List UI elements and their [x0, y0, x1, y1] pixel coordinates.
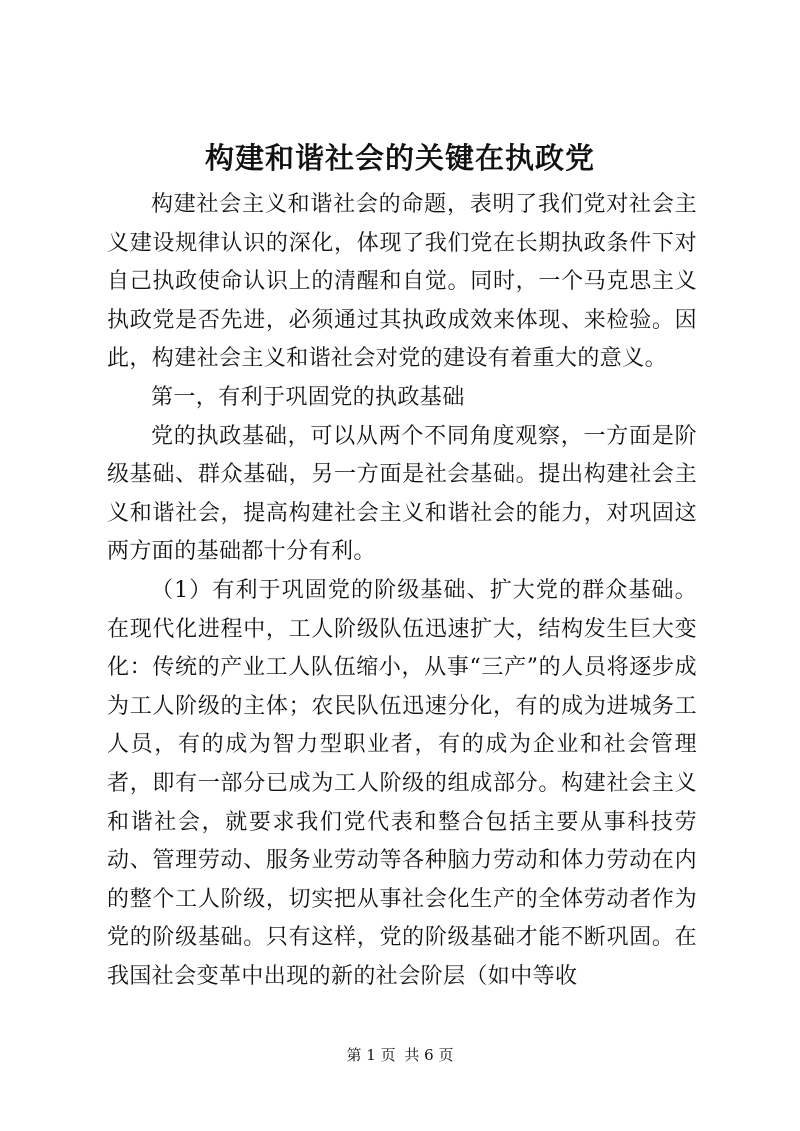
paragraph-class-foundation: （1）有利于巩固党的阶级基础、扩大党的群众基础。在现代化进程中，工人阶级队伍迅速扩大，结构发生巨大变化：传统的产业工人队伍缩小，从事“三产”的人员将逐步成为工人阶级的主体；农民队伍迅速分化，有的成为进城务工人员，有的成为智力型职业者，有的成为企业和社会管理者，即有一部分已成为工人阶级的组成部分。构建社会主义和谐社会，就要求我们党代表和整合包括主要从事科技劳动、管理劳动、服务业劳动等各种脑力劳动和体力劳动在内的整个工人阶级，切实把从事社会化生产的全体劳动者作为党的阶级基础。只有这样，党的阶级基础才能不断巩固。在我国社会变革中出现的新的社会阶层（如中等收 [107, 577, 697, 989]
page-footer [0, 1045, 800, 1065]
paragraph-intro: 构建社会主义和谐社会的命题，表明了我们党对社会主义建设规律认识的深化，体现了我们党在长期执政条件下对自己执政使命认识上的清醒和自觉。同时，一个马克思主义执政党是否先进，必须通过其执政成效来体现、来检验。因此，构建社会主义和谐社会对党的建设有着重大的意义。 [107, 192, 697, 372]
section-heading-first: 第一，有利于巩固党的执政基础 [151, 384, 465, 410]
page-total: 共 6 页 [404, 1046, 454, 1064]
document-title: 构建和谐社会的关键在执政党 [204, 141, 595, 175]
paragraph-ruling-foundation: 党的执政基础，可以从两个不同角度观察，一方面是阶级基础、群众基础，另一方面是社会基础。提出构建社会主义和谐社会，提高构建社会主义和谐社会的能力，对巩固这两方面的基础都十分有利。 [107, 423, 697, 565]
document-body [107, 186, 697, 996]
page-number: 第 1 页 [346, 1046, 396, 1064]
